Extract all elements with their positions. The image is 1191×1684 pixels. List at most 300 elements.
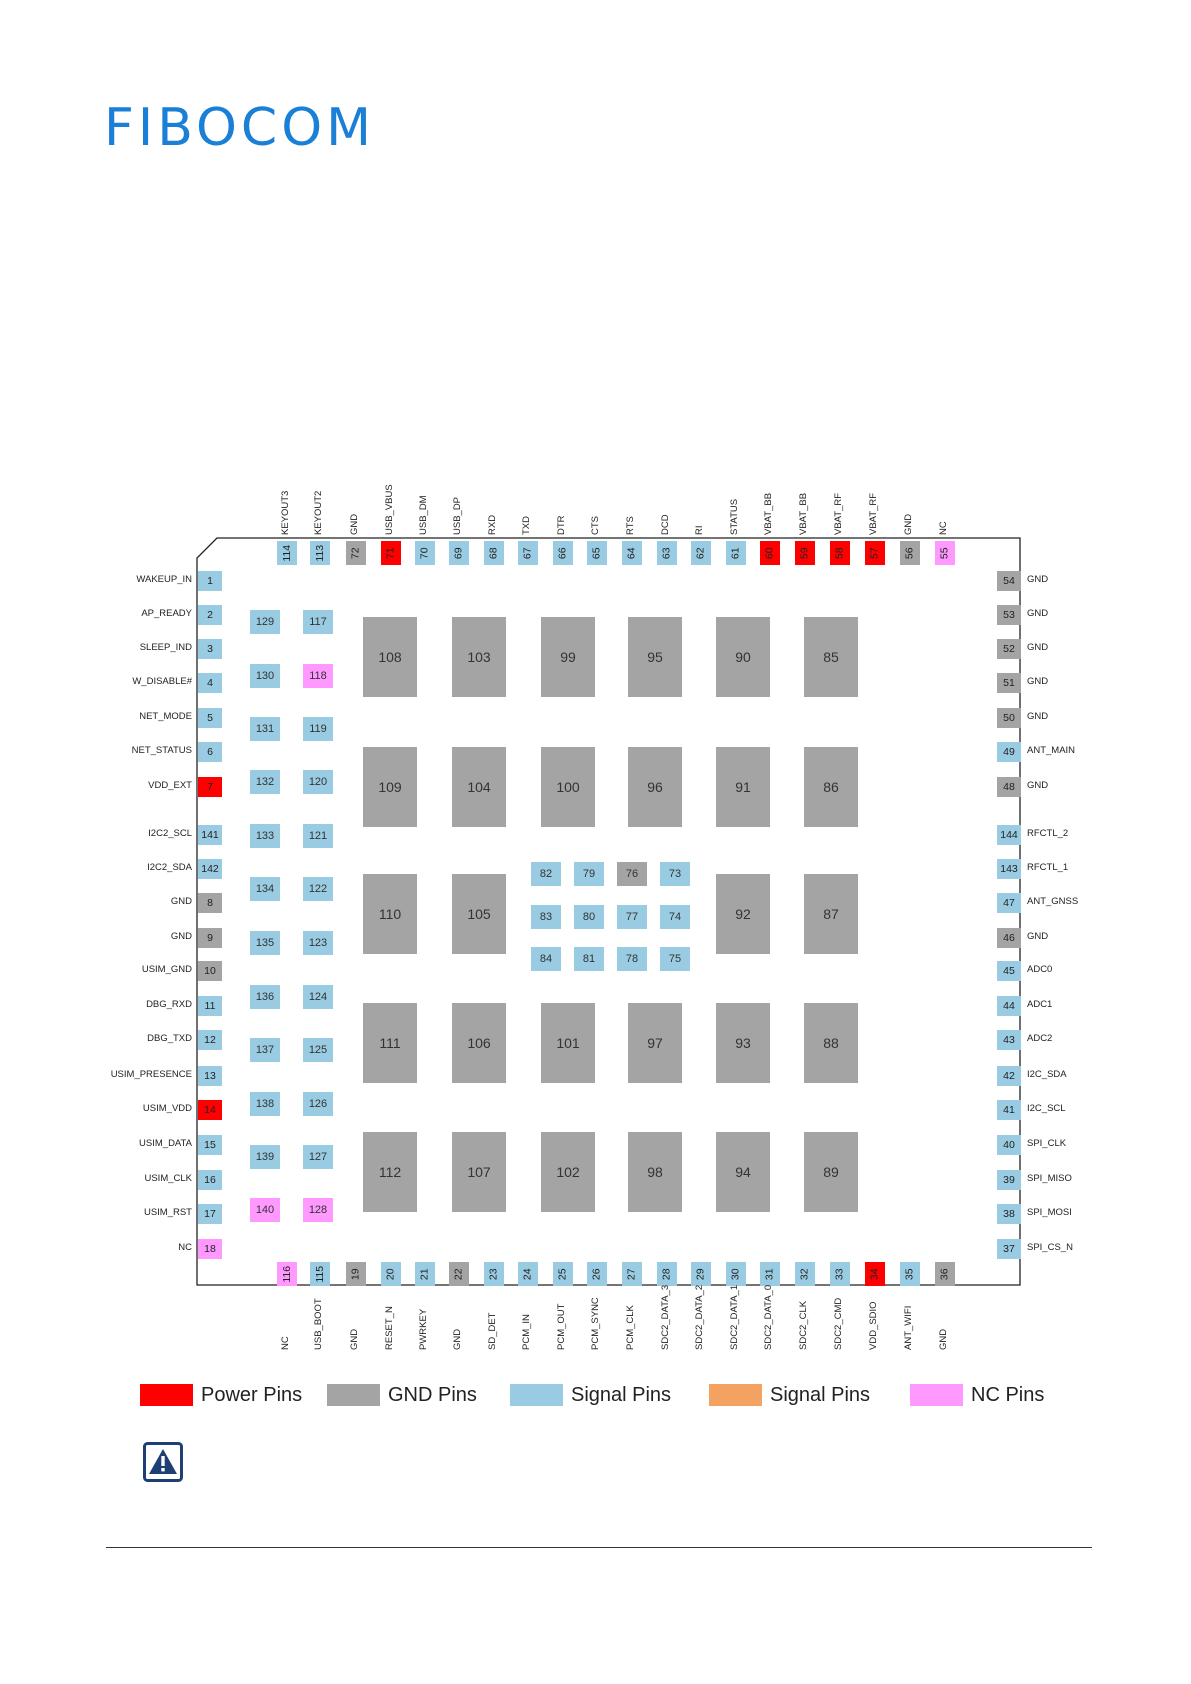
- gnd-pad-108: 108: [363, 617, 417, 697]
- pin-label: GND: [1027, 931, 1049, 942]
- inner-pin-125: 125: [303, 1038, 333, 1062]
- inner-pin-121: 121: [303, 824, 333, 848]
- center-pin-80: 80: [574, 905, 604, 929]
- pin-number: 39: [1003, 1173, 1015, 1186]
- pin-bottom-27: [622, 1262, 642, 1286]
- pin-bottom-26: [587, 1262, 607, 1286]
- legend-item-signal: [510, 1382, 671, 1408]
- inner-pin-128: 128: [303, 1198, 333, 1222]
- pin-number: 47: [1003, 896, 1015, 909]
- pin-right-38: [997, 1204, 1021, 1224]
- warning-icon: [143, 1442, 183, 1482]
- pin-top-114: [277, 541, 297, 565]
- pin-bottom-115: [310, 1262, 330, 1286]
- gnd-pad-107: 107: [452, 1132, 506, 1212]
- pin-label: USIM_DATA: [139, 1138, 192, 1149]
- pin-label: SDC2_DATA_0: [763, 1284, 774, 1350]
- pin-number: 21: [418, 1268, 431, 1280]
- inner-pin-136: 136: [250, 985, 280, 1009]
- pin-left-6: [198, 742, 222, 762]
- pin-top-65: [587, 541, 607, 565]
- pin-left-142: [198, 859, 222, 879]
- gnd-pad-112: 112: [363, 1132, 417, 1212]
- pin-number: 50: [1003, 711, 1015, 724]
- pin-number: 28: [660, 1268, 673, 1280]
- pin-label: CTS: [590, 516, 601, 535]
- pin-number: 19: [349, 1268, 362, 1280]
- pin-number: 3: [207, 642, 213, 655]
- pin-label: GND: [903, 513, 914, 535]
- pin-number: 41: [1003, 1103, 1015, 1116]
- gnd-pad-88: 88: [804, 1003, 858, 1083]
- pin-label: USB_BOOT: [313, 1298, 324, 1350]
- pin-top-60: [760, 541, 780, 565]
- inner-pin-122: 122: [303, 877, 333, 901]
- pin-label: KEYOUT2: [313, 490, 324, 535]
- pin-number: 45: [1003, 964, 1015, 977]
- pin-number: 51: [1003, 676, 1015, 689]
- pin-number: 54: [1003, 574, 1015, 587]
- pin-number: 115: [313, 1265, 326, 1283]
- center-pin-75: 75: [660, 947, 690, 971]
- pin-bottom-36: [935, 1262, 955, 1286]
- pin-number: 30: [729, 1268, 742, 1280]
- pin-number: 52: [1003, 642, 1015, 655]
- pin-label: GND: [452, 1328, 463, 1350]
- pin-number: 44: [1003, 999, 1015, 1012]
- pin-left-9: [198, 928, 222, 948]
- legend-item-gnd: [327, 1382, 477, 1408]
- pin-number: 116: [280, 1265, 293, 1283]
- pin-label: I2C2_SCL: [148, 828, 192, 839]
- pin-label: USIM_RST: [143, 1207, 192, 1218]
- pin-label: I2C2_SDA: [147, 862, 192, 873]
- pin-label: USB_DP: [452, 496, 463, 535]
- pin-right-47: [997, 893, 1021, 913]
- inner-pin-123: 123: [303, 931, 333, 955]
- pin-number: 113: [313, 544, 326, 562]
- center-pin-74: 74: [660, 905, 690, 929]
- pin-label: SPI_MISO: [1027, 1173, 1072, 1184]
- pin-label: ADC1: [1027, 999, 1053, 1010]
- center-pin-73: 73: [660, 862, 690, 886]
- pin-number: 48: [1003, 780, 1015, 793]
- pin-number: 12: [204, 1033, 216, 1046]
- footer-rule: [106, 1547, 1092, 1548]
- inner-pin-130: 130: [250, 664, 280, 688]
- gnd-pad-86: 86: [804, 747, 858, 827]
- inner-pin-119: 119: [303, 717, 333, 741]
- pin-label: SDC2_DATA_3: [660, 1284, 671, 1350]
- pin-number: 6: [207, 745, 213, 758]
- pin-label: RI: [694, 525, 705, 535]
- pin-label: USB_VBUS: [384, 484, 395, 535]
- inner-pin-138: 138: [250, 1092, 280, 1116]
- legend-label: GND Pins: [388, 1383, 477, 1406]
- gnd-pad-102: 102: [541, 1132, 595, 1212]
- pin-label: RFCTL_2: [1027, 828, 1069, 839]
- pin-bottom-30: [726, 1262, 746, 1286]
- pin-left-18: [198, 1239, 222, 1259]
- pin-number: 31: [763, 1268, 776, 1280]
- pin-number: 8: [207, 896, 213, 909]
- pin-number: 66: [556, 547, 569, 559]
- pin-label: DCD: [660, 514, 671, 535]
- center-pin-84: 84: [531, 947, 561, 971]
- gnd-pad-109: 109: [363, 747, 417, 827]
- pin-label: PCM_SYNC: [590, 1297, 601, 1350]
- gnd-pad-106: 106: [452, 1003, 506, 1083]
- pin-label: SDC2_CLK: [798, 1300, 809, 1350]
- pin-label: VBAT_BB: [798, 492, 809, 535]
- legend-swatch: [510, 1384, 563, 1406]
- pin-number: 35: [903, 1268, 916, 1280]
- pin-label: USIM_GND: [141, 964, 192, 975]
- pin-label: GND: [1027, 676, 1049, 687]
- pin-label: PCM_OUT: [556, 1303, 567, 1350]
- pin-top-72: [346, 541, 366, 565]
- pin-number: 36: [938, 1268, 951, 1280]
- pin-left-7: [198, 777, 222, 797]
- legend-item-power: [140, 1382, 302, 1408]
- pin-top-113: [310, 541, 330, 565]
- pin-number: 72: [349, 547, 362, 559]
- pin-bottom-20: [381, 1262, 401, 1286]
- legend-swatch: [709, 1384, 762, 1406]
- pin-label: PCM_CLK: [625, 1305, 636, 1350]
- pin-right-50: [997, 708, 1021, 728]
- pin-label: GND: [1027, 574, 1049, 585]
- pin-number: 9: [207, 931, 213, 944]
- pin-top-71: [381, 541, 401, 565]
- pin-label: USIM_PRESENCE: [110, 1069, 192, 1080]
- pin-number: 20: [384, 1268, 397, 1280]
- pin-label: USIM_CLK: [144, 1173, 192, 1184]
- pin-label: GND: [349, 513, 360, 535]
- pin-number: 25: [556, 1268, 569, 1280]
- pin-right-48: [997, 777, 1021, 797]
- pin-number: 43: [1003, 1033, 1015, 1046]
- pin-left-2: [198, 605, 222, 625]
- pin-number: 49: [1003, 745, 1015, 758]
- legend-label: Signal Pins: [571, 1383, 672, 1406]
- pin-number: 40: [1003, 1138, 1015, 1151]
- pin-label: SDC2_CMD: [833, 1297, 844, 1350]
- pin-right-51: [997, 673, 1021, 693]
- pin-label: ADC0: [1027, 964, 1053, 975]
- pin-number: 65: [590, 547, 603, 559]
- pin-top-59: [795, 541, 815, 565]
- gnd-pad-99: 99: [541, 617, 595, 697]
- pin-left-16: [198, 1170, 222, 1190]
- pin-number: 143: [1000, 862, 1018, 875]
- pin-right-54: [997, 571, 1021, 591]
- pin-left-17: [198, 1204, 222, 1224]
- pin-left-12: [198, 1030, 222, 1050]
- pin-label: RTS: [625, 516, 636, 535]
- pin-label: AP_READY: [141, 608, 192, 619]
- pin-number: 15: [204, 1138, 216, 1151]
- pin-label: PCM_IN: [521, 1314, 532, 1350]
- pin-label: ANT_GNSS: [1027, 896, 1079, 907]
- pin-number: 142: [201, 862, 219, 875]
- pin-left-4: [198, 673, 222, 693]
- pin-number: 17: [204, 1207, 216, 1220]
- pin-label: DBG_RXD: [146, 999, 192, 1010]
- pin-top-58: [830, 541, 850, 565]
- pin-label: VBAT_RF: [868, 492, 879, 535]
- pin-left-11: [198, 996, 222, 1016]
- gnd-pad-85: 85: [804, 617, 858, 697]
- pin-number: 67: [521, 547, 534, 559]
- pin-label: GND: [170, 931, 192, 942]
- fibocom-logo: FIBOCOM: [104, 98, 376, 158]
- gnd-pad-90: 90: [716, 617, 770, 697]
- pin-number: 37: [1003, 1242, 1015, 1255]
- pin-number: 5: [207, 711, 213, 724]
- pin-label: GND: [1027, 780, 1049, 791]
- pin-label: GND: [349, 1328, 360, 1350]
- pin-bottom-19: [346, 1262, 366, 1286]
- pin-number: 53: [1003, 608, 1015, 621]
- pin-top-55: [935, 541, 955, 565]
- pin-bottom-32: [795, 1262, 815, 1286]
- pin-number: 46: [1003, 931, 1015, 944]
- pin-number: 58: [833, 547, 846, 559]
- pin-number: 33: [833, 1268, 846, 1280]
- pin-left-141: [198, 825, 222, 845]
- gnd-pad-89: 89: [804, 1132, 858, 1212]
- inner-pin-137: 137: [250, 1038, 280, 1062]
- gnd-pad-95: 95: [628, 617, 682, 697]
- pin-right-39: [997, 1170, 1021, 1190]
- pin-right-143: [997, 859, 1021, 879]
- pin-number: 24: [521, 1268, 534, 1280]
- pin-bottom-22: [449, 1262, 469, 1286]
- pin-bottom-35: [900, 1262, 920, 1286]
- gnd-pad-100: 100: [541, 747, 595, 827]
- pin-bottom-23: [484, 1262, 504, 1286]
- pin-top-61: [726, 541, 746, 565]
- pin-right-53: [997, 605, 1021, 625]
- pin-label: VBAT_RF: [833, 492, 844, 535]
- pin-label: NET_STATUS: [131, 745, 192, 756]
- inner-pin-134: 134: [250, 877, 280, 901]
- pin-left-14: [198, 1100, 222, 1120]
- pin-number: 71: [384, 547, 397, 559]
- pin-right-40: [997, 1135, 1021, 1155]
- pin-right-44: [997, 996, 1021, 1016]
- pin-number: 114: [280, 544, 293, 562]
- legend-label: Power Pins: [201, 1383, 303, 1406]
- pin-bottom-25: [553, 1262, 573, 1286]
- pin-bottom-31: [760, 1262, 780, 1286]
- pin-top-70: [415, 541, 435, 565]
- inner-pin-131: 131: [250, 717, 280, 741]
- pin-label: NC: [280, 1336, 291, 1350]
- pin-left-1: [198, 571, 222, 591]
- gnd-pad-94: 94: [716, 1132, 770, 1212]
- pin-number: 62: [694, 547, 707, 559]
- pin-label: SPI_MOSI: [1027, 1207, 1072, 1218]
- inner-pin-133: 133: [250, 824, 280, 848]
- pin-label: GND: [1027, 608, 1049, 619]
- pin-left-3: [198, 639, 222, 659]
- pin-left-5: [198, 708, 222, 728]
- center-pin-78: 78: [617, 947, 647, 971]
- pin-label: DTR: [556, 515, 567, 535]
- pin-top-69: [449, 541, 469, 565]
- gnd-pad-105: 105: [452, 874, 506, 954]
- legend-label: NC Pins: [971, 1383, 1045, 1406]
- pin-label: RXD: [487, 514, 498, 535]
- gnd-pad-98: 98: [628, 1132, 682, 1212]
- gnd-pad-101: 101: [541, 1003, 595, 1083]
- gnd-pad-93: 93: [716, 1003, 770, 1083]
- pin-bottom-33: [830, 1262, 850, 1286]
- inner-pin-140: 140: [250, 1198, 280, 1222]
- pin-number: 10: [204, 964, 216, 977]
- module-outline: [197, 538, 1020, 1285]
- center-pin-82: 82: [531, 862, 561, 886]
- pin-left-15: [198, 1135, 222, 1155]
- pin-label: ANT_MAIN: [1027, 745, 1076, 756]
- pin-number: 26: [590, 1268, 603, 1280]
- pin-number: 141: [201, 828, 219, 841]
- legend-swatch: [910, 1384, 963, 1406]
- pin-label: RESET_N: [384, 1306, 395, 1350]
- legend-item-signal-alt: [709, 1382, 870, 1408]
- pin-label: NC: [938, 521, 949, 535]
- pin-number: 14: [204, 1103, 216, 1116]
- pin-label: DBG_TXD: [147, 1033, 192, 1044]
- gnd-pad-92: 92: [716, 874, 770, 954]
- gnd-pad-103: 103: [452, 617, 506, 697]
- pin-label: GND: [938, 1328, 949, 1350]
- pin-label: GND: [1027, 711, 1049, 722]
- center-pin-77: 77: [617, 905, 647, 929]
- pin-label: GND: [1027, 642, 1049, 653]
- pin-label: I2C_SCL: [1027, 1103, 1066, 1114]
- pin-top-57: [865, 541, 885, 565]
- pin-bottom-21: [415, 1262, 435, 1286]
- gnd-pad-111: 111: [363, 1003, 417, 1083]
- pin-number: 23: [487, 1268, 500, 1280]
- pin-label: SDC2_DATA_2: [694, 1284, 705, 1350]
- pin-number: 60: [763, 547, 776, 559]
- pin-top-67: [518, 541, 538, 565]
- pin-label: SDC2_DATA_1: [729, 1284, 740, 1350]
- inner-pin-132: 132: [250, 770, 280, 794]
- pin-number: 32: [798, 1268, 811, 1280]
- center-pin-83: 83: [531, 905, 561, 929]
- pin-right-49: [997, 742, 1021, 762]
- pin-number: 22: [452, 1268, 465, 1280]
- pin-bottom-116: [277, 1262, 297, 1286]
- pin-top-66: [553, 541, 573, 565]
- gnd-pad-96: 96: [628, 747, 682, 827]
- pin-label: TXD: [521, 516, 532, 535]
- pin-number: 34: [868, 1268, 881, 1280]
- pin-right-43: [997, 1030, 1021, 1050]
- pin-number: 63: [660, 547, 673, 559]
- center-pin-76: 76: [617, 862, 647, 886]
- inner-pin-126: 126: [303, 1092, 333, 1116]
- inner-pin-120: 120: [303, 770, 333, 794]
- center-pin-81: 81: [574, 947, 604, 971]
- pin-bottom-34: [865, 1262, 885, 1286]
- pin-label: NET_MODE: [139, 711, 192, 722]
- center-pin-79: 79: [574, 862, 604, 886]
- pin-label: SPI_CLK: [1027, 1138, 1067, 1149]
- pin-number: 4: [207, 676, 213, 689]
- pin-right-41: [997, 1100, 1021, 1120]
- pin-number: 27: [625, 1268, 638, 1280]
- pin-label: NC: [178, 1242, 192, 1253]
- legend: [140, 1382, 1080, 1408]
- pin-number: 68: [487, 547, 500, 559]
- inner-pin-139: 139: [250, 1145, 280, 1169]
- pin-label: SLEEP_IND: [139, 642, 192, 653]
- pin-top-62: [691, 541, 711, 565]
- pin-right-45: [997, 961, 1021, 981]
- pin-label: WAKEUP_IN: [136, 574, 192, 585]
- inner-pin-127: 127: [303, 1145, 333, 1169]
- pin-left-13: [198, 1066, 222, 1086]
- pin-label: VBAT_BB: [763, 492, 774, 535]
- gnd-pad-110: 110: [363, 874, 417, 954]
- pin-left-8: [198, 893, 222, 913]
- pin-number: 2: [207, 608, 213, 621]
- pin-left-10: [198, 961, 222, 981]
- pin-number: 61: [729, 547, 742, 559]
- pin-label: PWRKEY: [418, 1308, 429, 1350]
- pin-number: 70: [418, 547, 431, 559]
- pin-label: ADC2: [1027, 1033, 1053, 1044]
- pin-number: 18: [204, 1242, 216, 1255]
- pin-number: 1: [207, 574, 213, 587]
- pin-number: 144: [1000, 828, 1018, 841]
- pin-label: VDD_SDIO: [868, 1301, 879, 1350]
- pin-label: VDD_EXT: [148, 780, 192, 791]
- pin-label: SD_DET: [487, 1312, 498, 1350]
- pin-right-144: [997, 825, 1021, 845]
- pin-number: 11: [204, 999, 216, 1012]
- gnd-pad-91: 91: [716, 747, 770, 827]
- pin-bottom-24: [518, 1262, 538, 1286]
- pin-number: 29: [694, 1268, 707, 1280]
- pin-right-37: [997, 1239, 1021, 1259]
- gnd-pad-87: 87: [804, 874, 858, 954]
- inner-pin-129: 129: [250, 610, 280, 634]
- gnd-pad-104: 104: [452, 747, 506, 827]
- gnd-pad-97: 97: [628, 1003, 682, 1083]
- pin-label: GND: [170, 896, 192, 907]
- pin-top-64: [622, 541, 642, 565]
- pin-number: 7: [207, 780, 213, 793]
- pin-right-46: [997, 928, 1021, 948]
- pin-label: STATUS: [729, 498, 740, 535]
- pin-bottom-28: [657, 1262, 677, 1286]
- pin-label: I2C_SDA: [1027, 1069, 1067, 1080]
- pin-bottom-29: [691, 1262, 711, 1286]
- pin-top-56: [900, 541, 920, 565]
- pin-top-63: [657, 541, 677, 565]
- pin-number: 59: [798, 547, 811, 559]
- pin-number: 57: [868, 547, 881, 559]
- pin-label: ANT_WIFI: [903, 1305, 914, 1350]
- inner-pin-135: 135: [250, 931, 280, 955]
